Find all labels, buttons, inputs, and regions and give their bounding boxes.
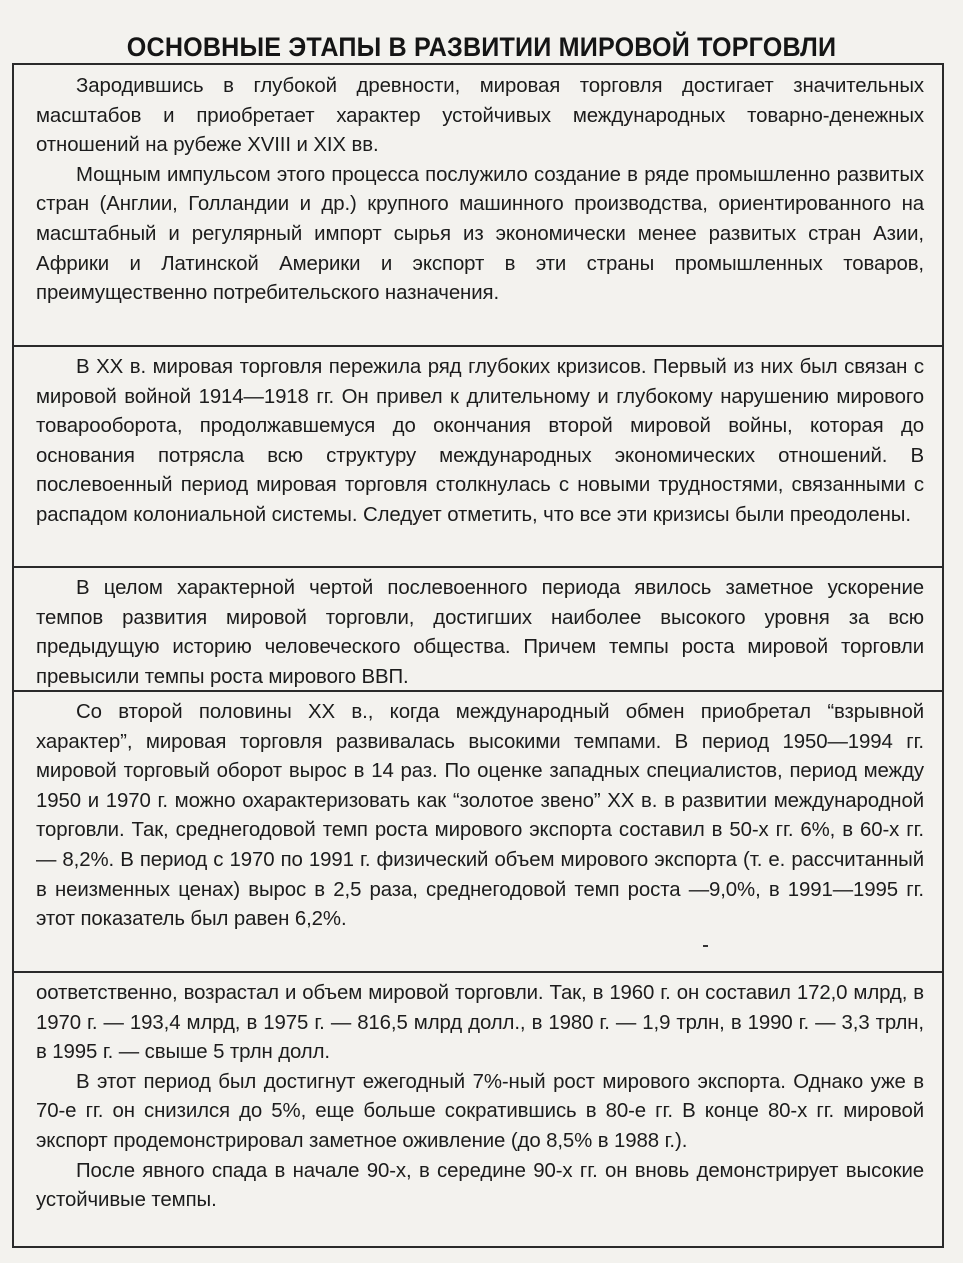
section-trade-volume: [14, 972, 942, 1248]
paragraph: В этот период был достигнут ежегодный 7%-ный рост мирового экспорта. Однако уже в 70-е гг. он снизился до 5%, еще больше сократившись в 80-е гг. В конце 80-х гг. мировой экспорт продемонстрировал заметное оживление (до 8,5% в 1988 г.).: [36, 1070, 924, 1152]
section-origins: [14, 65, 942, 345]
content-frame: [12, 63, 944, 1248]
paragraph: После явного спада в начале 90-х, в середине 90-х гг. он вновь демонстрирует высокие устойчивые темпы.: [36, 1159, 924, 1212]
paragraph: Мощным импульсом этого процесса послужило создание в ряде промышленно развитых стран (Англии, Голландии и др.) крупного машинного производства, ориентированного на масштабный и регулярный импорт сырья из экономически менее развитых стран Азии, Африки и Латинской Америки и экспорт в эти страны промышленных товаров, преимущественно потребительского назначения.: [36, 163, 924, 305]
paragraph: Со второй половины XX в., когда международный обмен приобретал “взрывной характер”, мировая торговля развивалась высокими темпами. В период 1950—1994 гг. мировой торговый оборот вырос в 14 раз. По оценке западных специалистов, период между 1950 и 1970 г. можно охарактеризовать как “золотое звено” XX в. в развитии международной торговли. Так, среднегодовой темп роста мирового экспорта составил в 50-х гг. 6%, в 60-х гг. — 8,2%. В период с 1970 по 1991 г. физический объем мирового экспорта (т. е. рассчитанный в неизменных ценах) вырос в 2,5 раза, среднегодовой темп роста —9,0%, в 1991—1995 гг. этот показатель был равен 6,2%.: [36, 701, 924, 931]
print-speck: [703, 945, 708, 947]
section-postwar-growth: [14, 567, 942, 690]
paragraph: В XX в. мировая торговля пережила ряд глубоких кризисов. Первый из них был связан с мировой войной 1914—1918 гг. Он привел к длительному и глубокому нарушению мирового товарооборота, продолжавшемуся до окончания второй мировой войны, которая до основания потрясла всю структуру международных экономических отношений. В послевоенный период мировая торговля столкнулась с новыми трудностями, связанными с распадом колониальной системы. Следует отметить, что все эти кризисы были преодолены.: [36, 356, 924, 526]
section-second-half-xx: [14, 691, 942, 971]
paragraph: В целом характерной чертой послевоенного периода явилось заметное ускорение темпов развития мировой торговли, достигших наиболее высокого уровня за всю предыдущую историю человеческого общества. Причем темпы роста мировой торговли превысили темпы роста мирового ВВП.: [36, 577, 924, 688]
paragraph: Зародившись в глубокой древности, мировая торговля достигает значительных масштабов и приобретает характер устойчивых международных товарно-денежных отношений на рубеже XVIII и XIX вв.: [36, 75, 924, 157]
section-crises: [14, 346, 942, 566]
page-title: ОСНОВНЫЕ ЭТАПЫ В РАЗВИТИИ МИРОВОЙ ТОРГОВЛИ: [126, 32, 837, 63]
paragraph: оответственно, возрастал и объем мировой торговли. Так, в 1960 г. он составил 172,0 млрд, в 1970 г. — 193,4 млрд, в 1975 г. — 816,5 млрд долл., в 1980 г. — 1,9 трлн, в 1990 г. — 3,3 трлн, в 1995 г. — свыше 5 трлн долл.: [36, 982, 924, 1064]
